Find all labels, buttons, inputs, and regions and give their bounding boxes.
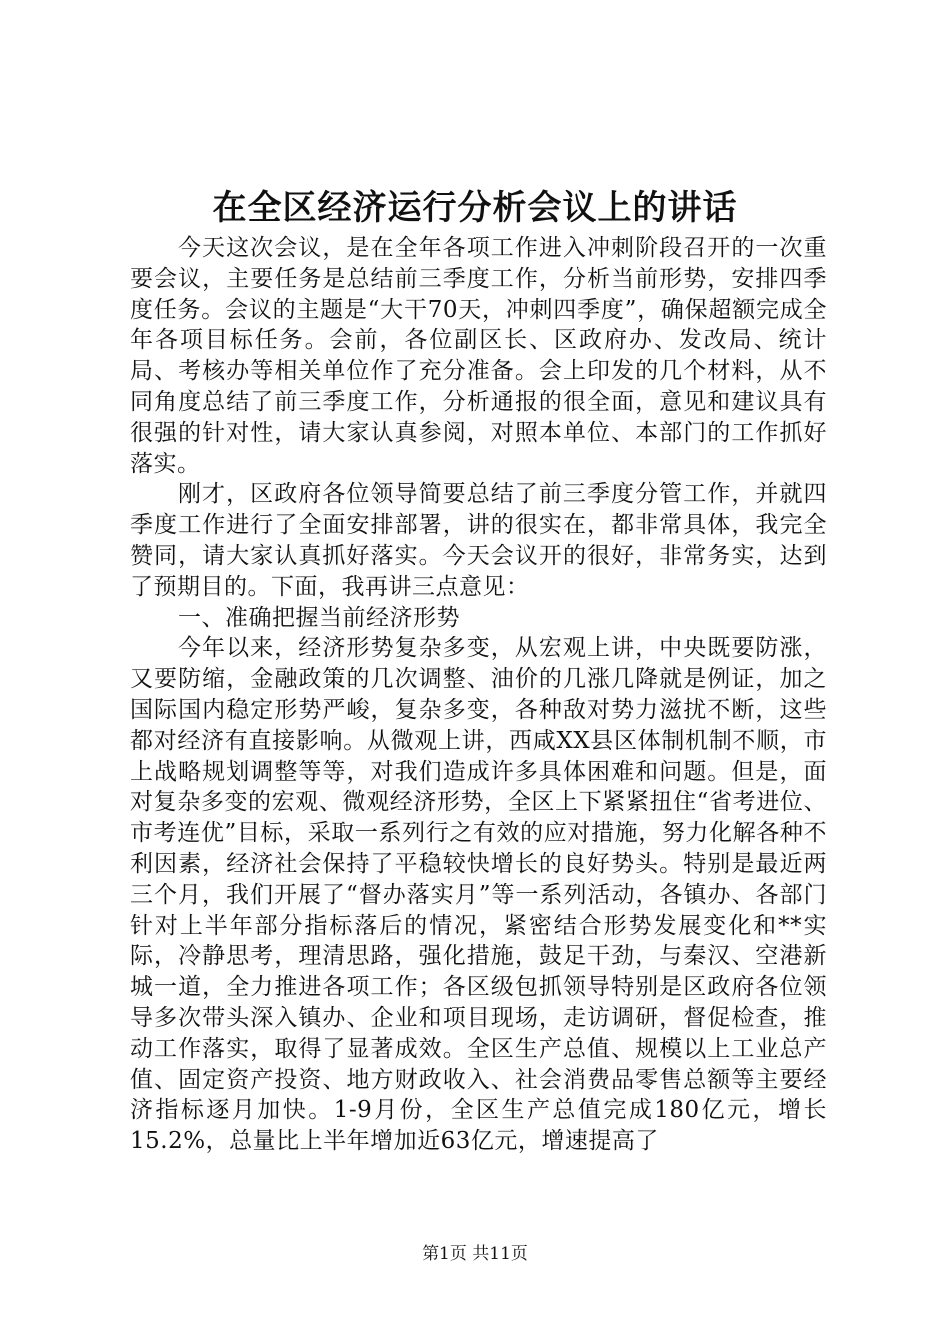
- document-title: 在全区经济运行分析会议上的讲话: [212, 188, 738, 228]
- document-body: [130, 233, 827, 1157]
- paragraph-intro: 今天这次会议，是在全年各项工作进入冲刺阶段召开的一次重要会议，主要任务是总结前三季度工作，分析当前形势，安排四季度任务。会议的主题是“大干70天，冲刺四季度”，确保超额完成全年各项目标任务。会前，各位副区长、区政府办、发改局、统计局、考核办等相关单位作了充分准备。会上印发的几个材料，从不同角度总结了前三季度工作，分析通报的很全面，意见和建议具有很强的针对性，请大家认真参阅，对照本单位、本部门的工作抓好落实。: [130, 235, 827, 477]
- paragraph-economy: 今年以来，经济形势复杂多变，从宏观上讲，中央既要防涨，又要防缩，金融政策的几次调整、油价的几涨几降就是例证，加之国际国内稳定形势严峻，复杂多变，各种敌对势力滋扰不断，这些都对经济有直接影响。从微观上讲，西咸XX县区体制机制不顺，市上战略规划调整等等，对我们造成许多具体困难和问题。但是，面对复杂多变的宏观、微观经济形势，全区上下紧紧扭住“省考进位、市考连优”目标，采取一系列行之有效的应对措施，努力化解各种不利因素，经济社会保持了平稳较快增长的良好势头。特别是最近两三个月，我们开展了“督办落实月”等一系列活动，各镇办、各部门针对上半年部分指标落后的情况，紧密结合形势发展变化和**实际，冷静思考，理清思路，强化措施，鼓足干劲，与秦汉、空港新城一道，全力推进各项工作；各区级包抓领导特别是区政府各位领导多次带头深入镇办、企业和项目现场，走访调研，督促检查，推动工作落实，取得了显著成效。全区生产总值、规模以上工业总产值、固定资产投资、地方财政收入、社会消费品零售总额等主要经济指标逐月加快。1-9月份，全区生产总值完成180亿元，增长15.2%，总量比上半年增加近63亿元，增速提高了: [130, 635, 827, 1155]
- paragraph-summary: 刚才，区政府各位领导简要总结了前三季度分管工作，并就四季度工作进行了全面安排部署，讲的很实在，都非常具体，我完全赞同，请大家认真抓好落实。今天会议开的很好，非常务实，达到了预期目的。下面，我再讲三点意见：: [130, 481, 827, 600]
- page-footer: 第1页 共11页: [422, 1244, 528, 1264]
- section-heading-1: 一、准确把握当前经济形势: [178, 604, 460, 631]
